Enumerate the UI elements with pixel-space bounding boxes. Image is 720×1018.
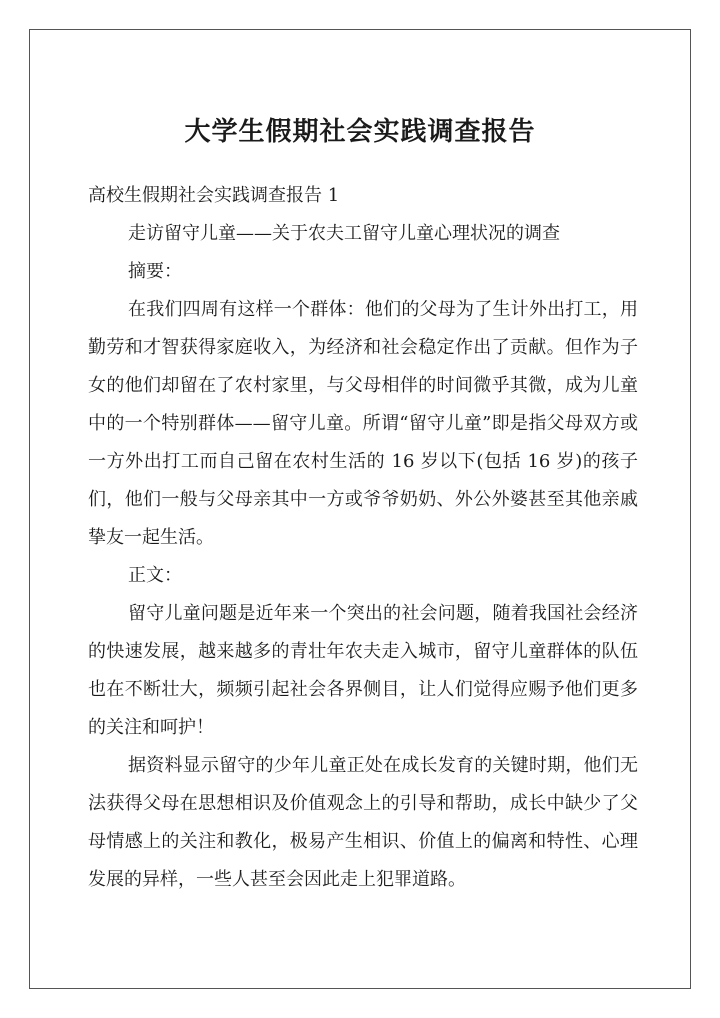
abstract-paragraph: 在我们四周有这样一个群体：他们的父母为了生计外出打工，用勤劳和才智获得家庭收入，为经济和社会稳定作出了贡献。但作为子女的他们却留在了农村家里，与父母相伴的时间微乎其微，成为儿童中的一个特别群体——留守儿童。所谓“留守儿童”即是指父母双方或一方外出打工而自己留在农村生活的 16 岁以下(包括 16 岁)的孩子们，他们一般与父母亲其中一方或爷爷奶奶、外公外婆甚至其他亲戚挚友一起生活。 xyxy=(88,299,638,548)
abstract-label: 摘要： xyxy=(128,261,182,282)
report-subtitle: 高校生假期社会实践调查报告 1 xyxy=(88,185,340,206)
document-title: 大学生假期社会实践调查报告 xyxy=(184,117,536,147)
body-label: 正文： xyxy=(128,565,182,586)
body-paragraph-1: 留守儿童问题是近年来一个突出的社会问题，随着我国社会经济的快速发展，越来越多的青壮年农夫走入城市，留守儿童群体的队伍也在不断壮大，频频引起社会各界侧目，让人们觉得应赐予他们更多的关注和呵护！ xyxy=(88,603,638,738)
document-body xyxy=(88,177,638,899)
report-heading: 走访留守儿童——关于农夫工留守儿童心理状况的调查 xyxy=(128,223,560,244)
body-paragraph-2: 据资料显示留守的少年儿童正处在成长发育的关键时期，他们无法获得父母在思想相识及价值观念上的引导和帮助，成长中缺少了父母情感上的关注和教化，极易产生相识、价值上的偏离和特性、心理发展的异样，一些人甚至会因此走上犯罪道路。 xyxy=(88,755,638,890)
